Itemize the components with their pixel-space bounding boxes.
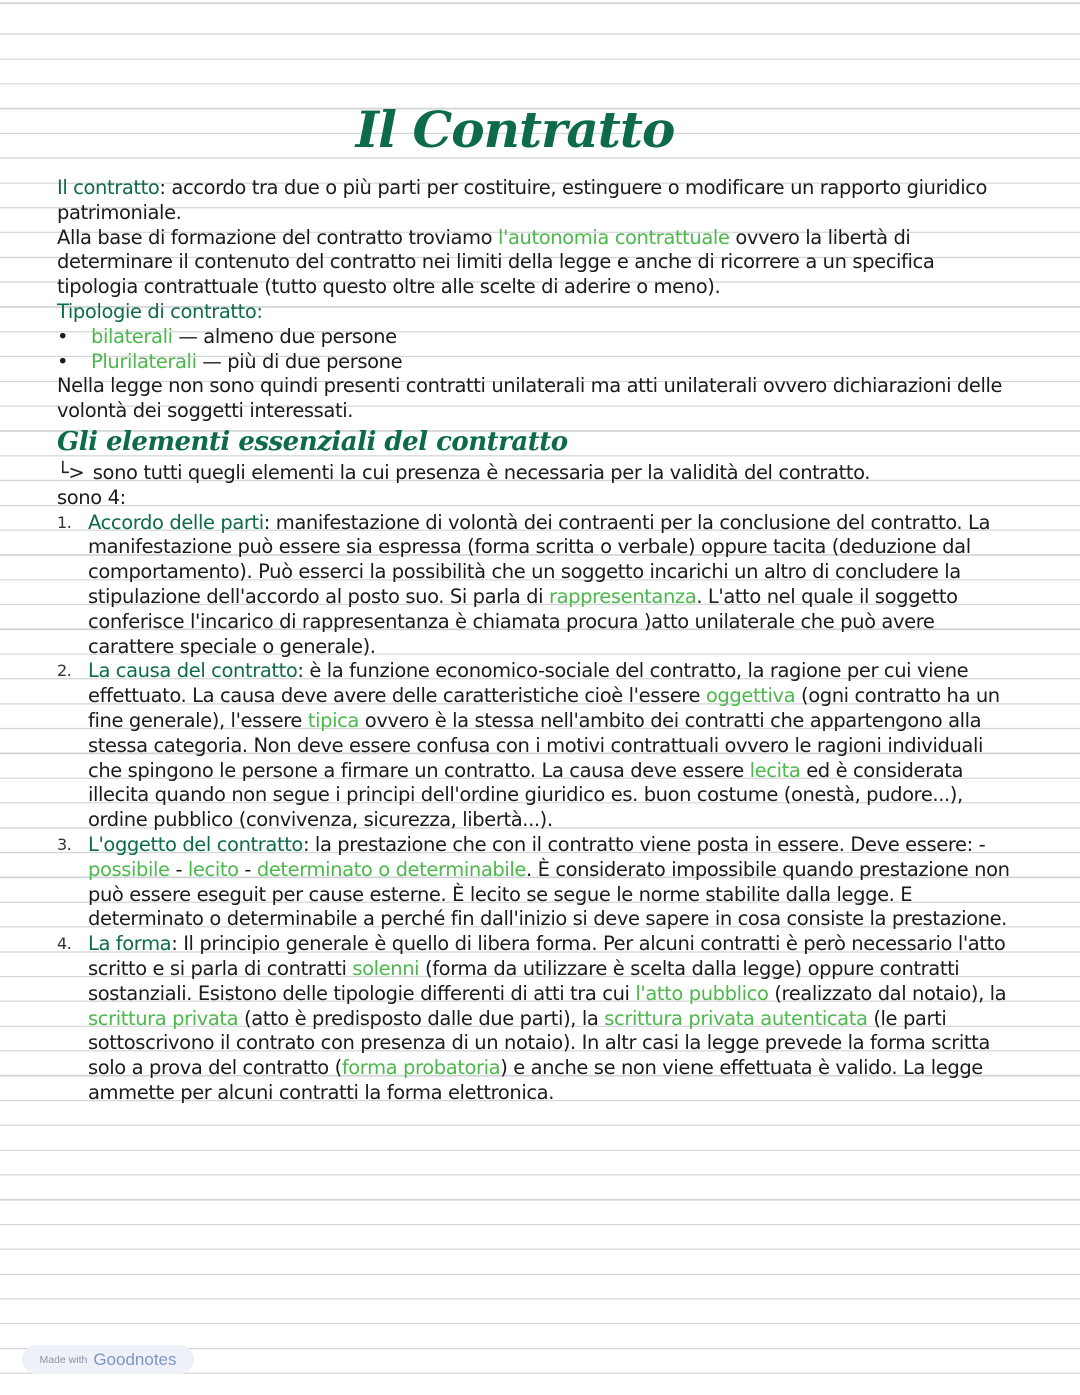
highlight: tipica [307, 708, 359, 732]
text-span: sono tutti quegli elementi la cui presenza è necessaria per la validità del contratto. [87, 460, 871, 484]
highlight: lecito [187, 857, 239, 881]
type-term: Plurilaterali [91, 349, 197, 373]
highlight: oggettiva [705, 684, 796, 708]
elements-list [57, 511, 1019, 1106]
note-content [57, 176, 1019, 1106]
page-title: Il Contratto [355, 100, 675, 159]
list-item [57, 511, 1019, 660]
unilateral-paragraph: Nella legge non sono quindi presenti contratti unilaterali ma atti unilaterali ovvero dichiarazioni delle volontà dei soggetti interessati. [57, 374, 1003, 423]
autonomy-paragraph [57, 226, 1019, 300]
list-item [57, 932, 1019, 1106]
item-number: 2. [57, 661, 72, 681]
text-span: . L'atto nel quale il soggetto conferisce l'incarico di rappresentanza è chiamata procura )atto unilaterale che può avere carattere speciale o generale). [88, 584, 958, 658]
text-span: ovvero è la stessa nell'ambito dei contratti che appartengono alla stessa categoria. Non deve essere confusa con i motivi contrattuali ovvero le ragioni individuali che spingono le persone a firmare un contratto. La causa deve essere [88, 708, 983, 782]
text-span: (ogni contratto ha un fine generale), l'essere [88, 684, 1000, 732]
type-term: bilaterali [91, 324, 173, 348]
item-term: La forma [88, 932, 172, 956]
text-span: (le parti sottoscrivono il contrato con presenza di un notaio). In altr casi la legge prevede la forma scritta solo a prova del contratto ( [88, 1006, 990, 1080]
highlight: forma probatoria [341, 1056, 501, 1080]
item-term: La causa del contratto [88, 659, 298, 683]
term-autonomia: l'autonomia contrattuale [497, 225, 730, 249]
type-desc: — più di due persone [196, 349, 403, 373]
text-span: Alla base di formazione del contratto troviamo [57, 225, 498, 249]
item-number: 3. [57, 834, 72, 854]
text-span: - [169, 857, 188, 881]
highlight: lecita [749, 758, 801, 782]
text-span: (realizzato dal notaio), la [768, 981, 1007, 1005]
item-number: 4. [57, 934, 72, 954]
text-span: (forma da utilizzare è scelta dalla legge) oppure contratti sostanziali. Esistono delle tipologie differenti di atti tra cui [88, 956, 960, 1005]
term-contratto: Il contratto [57, 176, 160, 199]
elements-count: sono 4: [57, 485, 126, 509]
highlight: l'atto pubblico [635, 981, 769, 1005]
definition-text: : accordo tra due o più parti per costituire, estinguere o modificare un rapporto giuridico patrimoniale. [57, 176, 988, 224]
text-span: : manifestazione di volontà dei contraenti per la conclusione del contratto. La manifestazione può essere sia espressa (forma scritta o verbale) oppure tacita (deduzione dal comportamento). Può esserci la possibilità che un soggetto incarichi un altro di concludere la stipulazione dell'accordo al posto suo. Si parla di [88, 510, 991, 608]
corner-arrow-icon: └> [57, 460, 85, 484]
text-span: : Il principio generale è quello di libera forma. Per alcuni contratti è però necessario l'atto scritto e si parla di contratti [88, 932, 1006, 980]
types-heading: Tipologie di contratto: [57, 299, 263, 323]
item-number: 1. [57, 512, 72, 532]
item-term: Accordo delle parti [88, 510, 264, 534]
list-item [57, 325, 1019, 350]
list-item [57, 350, 1019, 375]
goodnotes-badge[interactable] [22, 1345, 194, 1374]
goodnotes-logo: Goodnotes [93, 1349, 177, 1369]
made-with-label: Made with [39, 1353, 88, 1366]
definition-paragraph [57, 176, 1019, 226]
list-item [57, 833, 1019, 932]
text-span: - [238, 857, 257, 881]
bullet-icon: • [57, 324, 69, 348]
highlight: determinato o determinabile [256, 857, 527, 881]
text-span: : la prestazione che con il contratto viene posta in essere. Deve essere: - [302, 832, 986, 856]
list-item [57, 659, 1019, 833]
text-span: ) e anche se non viene effettuata è valido. La legge ammette per alcuni contratti la forma elettronica. [88, 1056, 983, 1104]
highlight: scrittura privata [88, 1006, 239, 1030]
text-span: ed è considerata illecita quando non segue i principi dell'ordine giuridico es. buon costume (onestà, pudore...), ordine pubblico (convivenza, sicurezza, libertà...). [88, 758, 964, 832]
text-span: . È considerato impossibile quando prestazione non può essere eseguit per cause esterne. È lecito se segue le norme stabilite dalla legge. E determinato o determinabile a perché fin dall'inizio si deve sapere in cosa consiste la prestazione. [88, 857, 1010, 931]
text-span: (atto è predisposto dalle due parti), la [238, 1006, 605, 1030]
highlight: solenni [352, 956, 420, 980]
highlight: possibile [88, 857, 170, 881]
section-definition [57, 461, 1019, 486]
highlight: scrittura privata autenticata [604, 1006, 868, 1030]
bullet-icon: • [57, 349, 69, 373]
text-span: ovvero la libertà di determinare il contenuto del contratto nei limiti della legge e anche di ricorrere a un specifica tipologia contrattuale (tutto questo oltre alle scelte di aderire o meno). [57, 225, 935, 299]
type-desc: — almeno due persone [172, 324, 397, 348]
section-heading: Gli elementi essenziali del contratto [57, 426, 568, 457]
types-list [57, 325, 1019, 375]
item-term: L'oggetto del contratto [88, 832, 303, 856]
text-span: : è la funzione economico-sociale del contratto, la ragione per cui viene effettuato. La causa deve avere delle caratteristiche cioè l'essere [88, 659, 969, 708]
highlight: rappresentanza [548, 584, 697, 608]
